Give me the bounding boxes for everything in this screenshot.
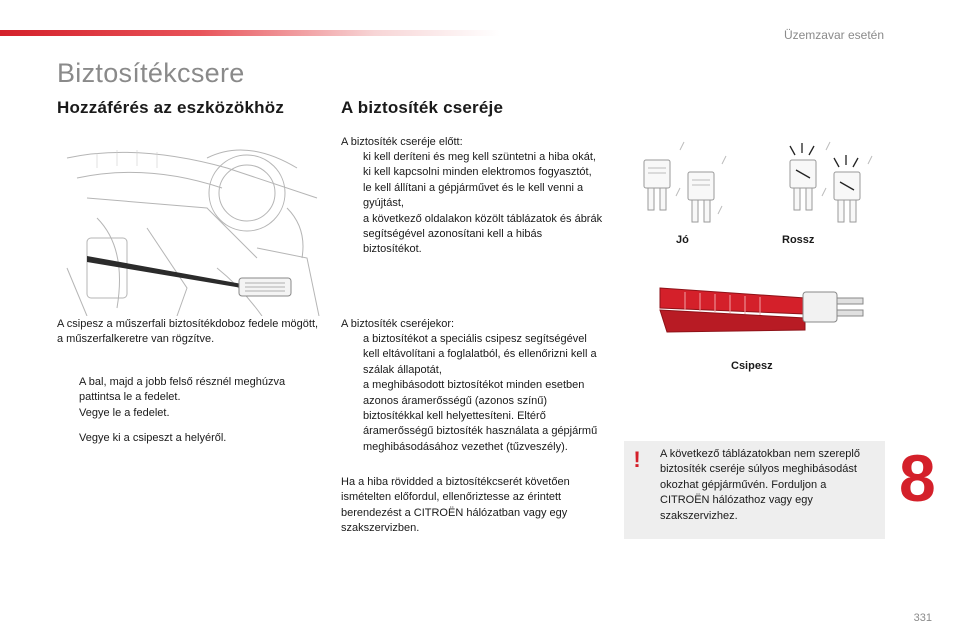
list-item: A bal, majd a jobb felső résznél meghúzva pattintsa le a fedelet. bbox=[79, 376, 286, 404]
list-item: a következő oldalakon közölt táblázatok és ábrák segítségével azonosítani kell a hibás biztosítékot. bbox=[363, 212, 603, 256]
list-item: le kell állítani a gépjárművet és le kell venni a gyújtást, bbox=[363, 181, 584, 210]
fuse-comparison-illustration bbox=[630, 140, 880, 230]
replace-intro: A biztosíték cseréjekor: bbox=[341, 318, 455, 330]
chapter-number: 8 bbox=[899, 441, 936, 515]
page-number: 331 bbox=[913, 612, 932, 624]
warning-box bbox=[624, 441, 885, 539]
warning-icon: ! bbox=[633, 447, 641, 472]
caption-text: A csipesz a műszerfali biztosítékdoboz fedele mögött, a műszerfalkeretre van rögzítve. bbox=[57, 318, 319, 346]
left-heading: Hozzáférés az eszközökhöz bbox=[57, 98, 285, 117]
dashboard-illustration bbox=[57, 138, 323, 316]
list-item: ki kell kapcsolni minden elektromos fogyasztót, bbox=[363, 166, 592, 179]
section-title: Üzemzavar esetén bbox=[783, 28, 884, 42]
left-steps-list bbox=[57, 375, 322, 421]
warning-text: A következő táblázatokban nem szereplő biztosíték cseréje súlyos meghibásodást okozhat gépjárművén. Forduljon a CITROËN hálózathoz vagy egy szakszervizhez. bbox=[660, 448, 860, 522]
page-title: Biztosítékcsere bbox=[57, 58, 245, 88]
closing-text: Ha a hiba rövidded a biztosítékcserét követően ismételten előfordul, ellenőriztesse az érintett berendezést a CITROËN hálózatban vagy egy szakszervizben. bbox=[341, 476, 570, 535]
left-step-last bbox=[57, 431, 322, 446]
list-item: Vegye le a fedelet. bbox=[79, 406, 170, 419]
middle-heading: A biztosíték cseréje bbox=[341, 98, 504, 117]
header-accent-bar bbox=[0, 30, 500, 36]
list-item: ki kell deríteni és meg kell szüntetni a hiba okát, bbox=[363, 151, 596, 163]
before-intro: A biztosíték cseréje előtt: bbox=[341, 136, 463, 148]
list-item: a meghibásodott biztosítékot minden esetben azonos áramerősségű (azonos színű) biztosítékkal kell helyettesíteni. Eltérő áramerősségű biztosíték használata a gépjármű meghibásodásához vezethet (tűzveszély). bbox=[363, 379, 598, 453]
tweezers-label: Csipesz bbox=[731, 360, 773, 372]
bad-label: Rossz bbox=[782, 234, 815, 246]
replace-list bbox=[341, 332, 603, 455]
before-list bbox=[341, 150, 603, 258]
good-label: Jó bbox=[676, 234, 689, 246]
tweezers-illustration bbox=[655, 280, 870, 340]
list-item: Vegye ki a csipeszt a helyéről. bbox=[79, 432, 227, 444]
list-item: a biztosítékot a speciális csipesz segítségével kell eltávolítani a foglalatból, és ellenőrizni kell a szálak állapotát, bbox=[363, 333, 597, 376]
